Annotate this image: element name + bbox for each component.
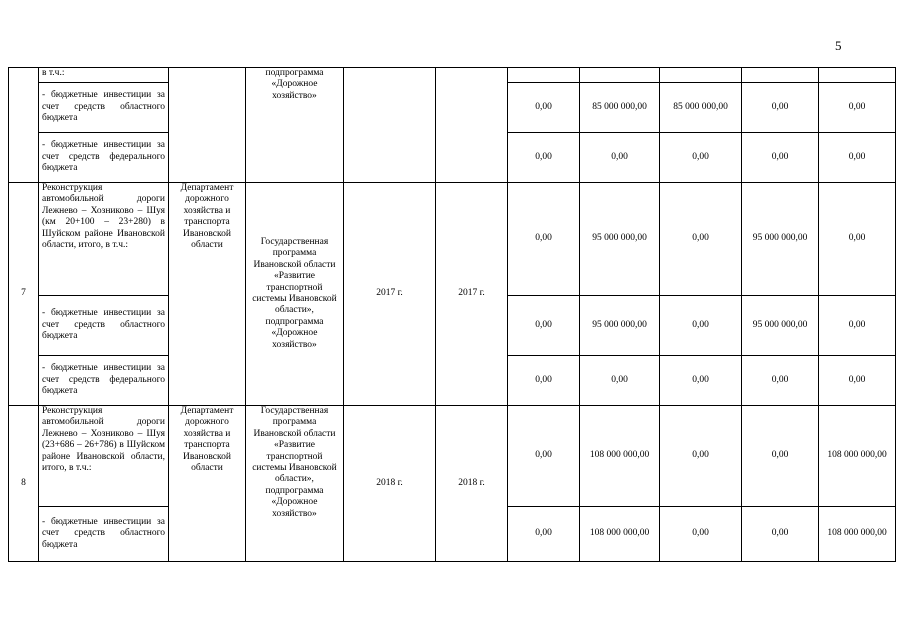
page-number: 5 — [835, 38, 842, 53]
dept-cell — [169, 68, 246, 183]
value-cell — [508, 68, 580, 83]
value-cell: 0,00 — [742, 356, 819, 406]
dept-cell: Департамент дорожного хозяйства и транспорта Ивановской области — [169, 406, 246, 562]
value-cell — [580, 68, 660, 83]
year-start-cell: 2017 г. — [344, 183, 436, 406]
value-cell: 0,00 — [508, 296, 580, 356]
row-number-cell — [9, 68, 39, 183]
value-cell — [819, 68, 896, 83]
value-cell: 108 000 000,00 — [819, 507, 896, 562]
value-cell: 0,00 — [508, 406, 580, 507]
value-cell: 108 000 000,00 — [819, 406, 896, 507]
table-row — [9, 183, 905, 296]
value-cell: 0,00 — [819, 133, 896, 183]
row-number-cell: 7 — [9, 183, 39, 406]
value-cell: 108 000 000,00 — [580, 507, 660, 562]
year-end-cell — [436, 68, 508, 183]
value-cell: 0,00 — [742, 406, 819, 507]
row-number-cell: 8 — [9, 406, 39, 562]
table-row — [9, 406, 905, 507]
name-cell: - бюджетные инвестиции за счет средств федерального бюджета — [39, 133, 169, 183]
value-cell: 0,00 — [580, 356, 660, 406]
name-cell: - бюджетные инвестиции за счет средств областного бюджета — [39, 83, 169, 133]
name-cell: Реконструкция автомобильной дороги Лежнево – Хозниково – Шуя (км 20+100 – 23+280) в Шуйском районе Ивановской области, итого, в т.ч.: — [39, 183, 169, 296]
value-cell: 0,00 — [819, 183, 896, 296]
value-cell: 0,00 — [660, 356, 742, 406]
year-start-cell — [344, 68, 436, 183]
value-cell: 95 000 000,00 — [742, 296, 819, 356]
value-cell: 0,00 — [660, 406, 742, 507]
value-cell: 0,00 — [508, 356, 580, 406]
value-cell: 0,00 — [819, 296, 896, 356]
value-cell: 0,00 — [819, 83, 896, 133]
value-cell — [742, 68, 819, 83]
value-cell: 0,00 — [819, 356, 896, 406]
value-cell: 0,00 — [508, 183, 580, 296]
value-cell: 95 000 000,00 — [580, 296, 660, 356]
value-cell: 95 000 000,00 — [580, 183, 660, 296]
value-cell — [660, 68, 742, 83]
program-cell: Государственная программа Ивановской области «Развитие транспортной системы Ивановской области», подпрограмма «Дорожное хозяйство» — [246, 183, 344, 406]
value-cell: 108 000 000,00 — [580, 406, 660, 507]
name-cell: в т.ч.: — [39, 68, 169, 83]
program-cell: Государственная программа Ивановской области «Развитие транспортной системы Ивановской области», подпрограмма «Дорожное хозяйство» — [246, 406, 344, 562]
value-cell: 0,00 — [742, 133, 819, 183]
value-cell: 85 000 000,00 — [580, 83, 660, 133]
value-cell: 0,00 — [660, 296, 742, 356]
value-cell: 0,00 — [742, 83, 819, 133]
value-cell: 0,00 — [580, 133, 660, 183]
name-cell: - бюджетные инвестиции за счет средств областного бюджета — [39, 507, 169, 562]
dept-cell: Департамент дорожного хозяйства и транспорта Ивановской области — [169, 183, 246, 406]
year-end-cell: 2018 г. — [436, 406, 508, 562]
value-cell: 0,00 — [508, 507, 580, 562]
program-cell: подпрограмма «Дорожное хозяйство» — [246, 68, 344, 183]
name-cell: - бюджетные инвестиции за счет средств областного бюджета — [39, 296, 169, 356]
value-cell: 85 000 000,00 — [660, 83, 742, 133]
name-cell: - бюджетные инвестиции за счет средств федерального бюджета — [39, 356, 169, 406]
value-cell: 0,00 — [660, 133, 742, 183]
value-cell: 0,00 — [508, 83, 580, 133]
value-cell: 0,00 — [508, 133, 580, 183]
value-cell: 0,00 — [660, 507, 742, 562]
budget-table — [8, 67, 905, 562]
value-cell: 95 000 000,00 — [742, 183, 819, 296]
table-row — [9, 68, 905, 83]
value-cell: 0,00 — [660, 183, 742, 296]
value-cell: 0,00 — [742, 507, 819, 562]
year-start-cell: 2018 г. — [344, 406, 436, 562]
name-cell: Реконструкция автомобильной дороги Лежнево – Хозниково – Шуя (23+686 – 26+786) в Шуйском районе Ивановской области, итого, в т.ч.: — [39, 406, 169, 507]
year-end-cell: 2017 г. — [436, 183, 508, 406]
